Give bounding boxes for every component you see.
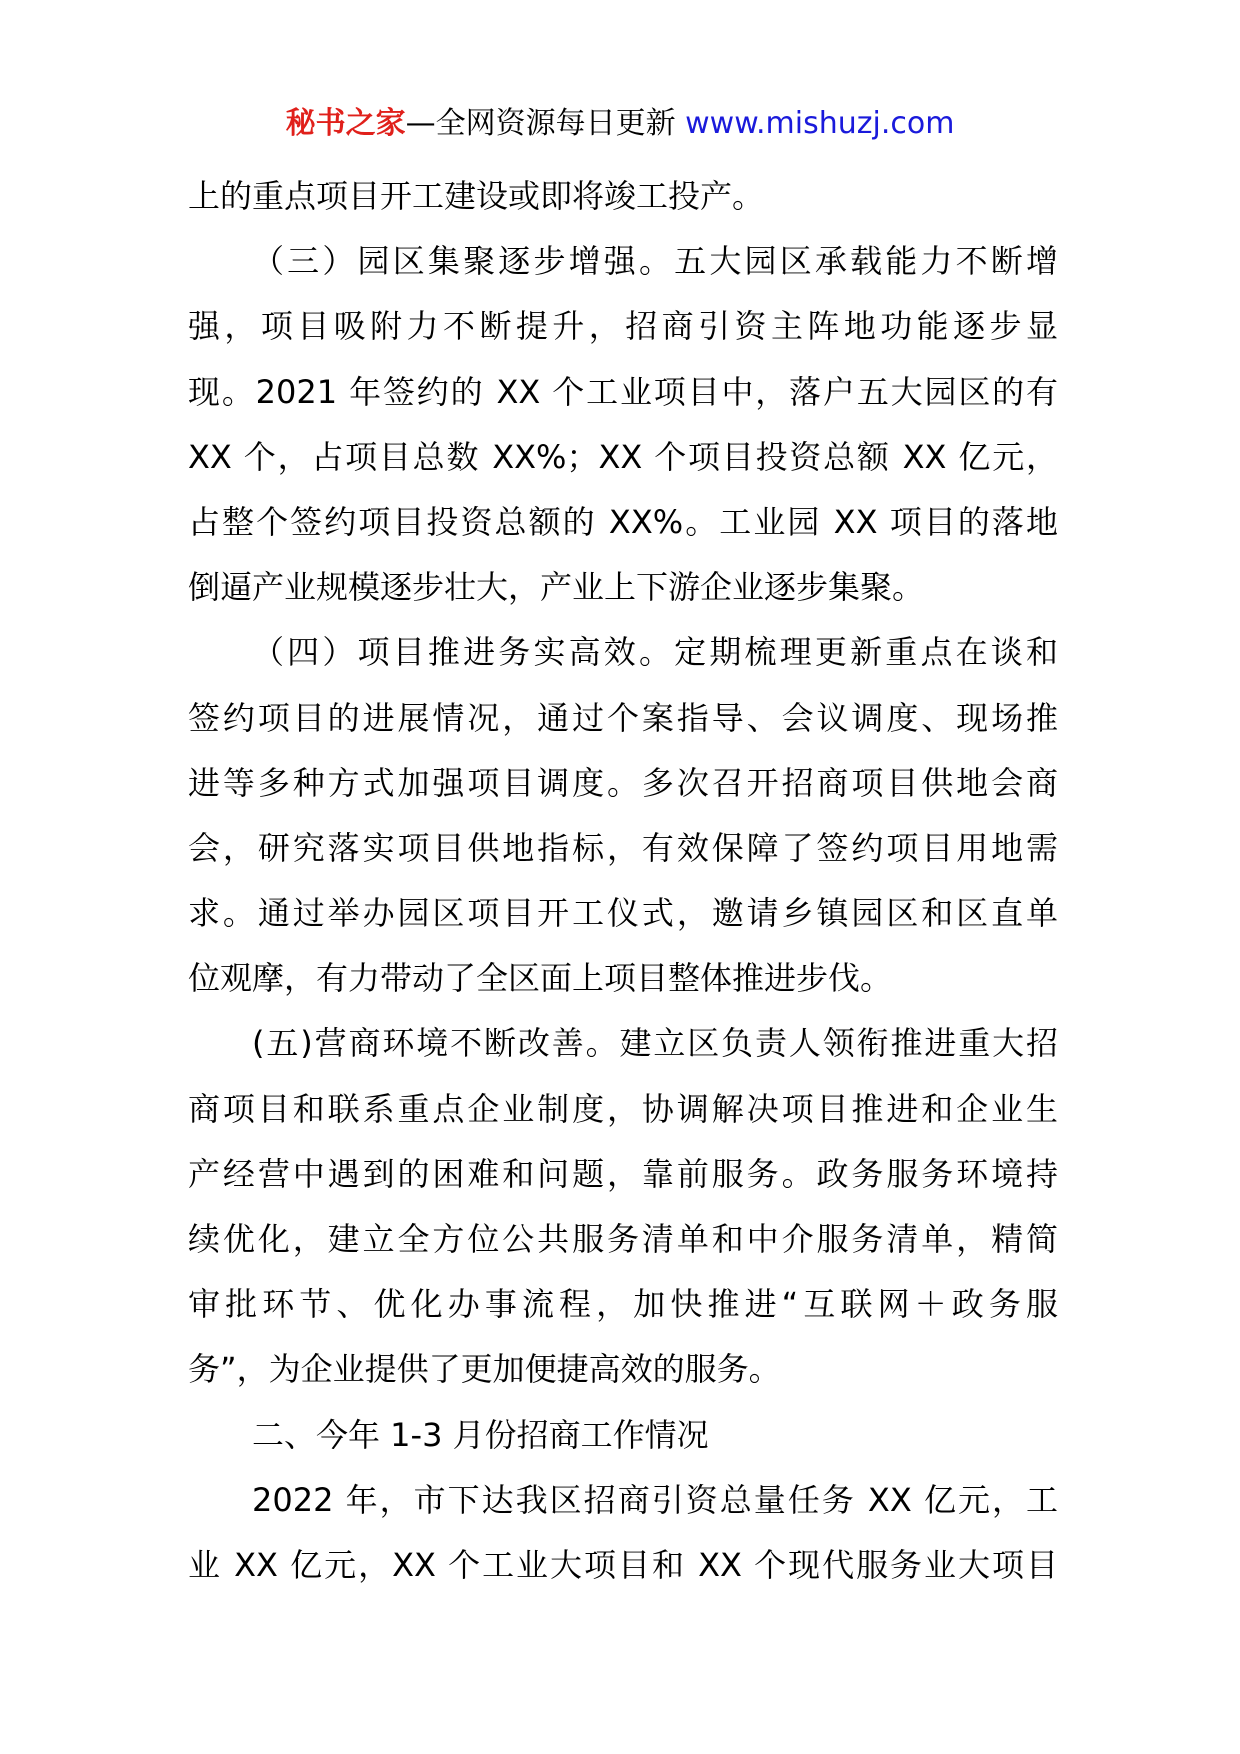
site-url[interactable]: www.mishuzj.com — [685, 106, 955, 141]
text-line: 强，项目吸附力不断提升，招商引资主阵地功能逐步显 — [188, 307, 1058, 346]
text-line: 占整个签约项目投资总额的 XX%。工业园 XX 项目的落地 — [188, 502, 1058, 541]
text-line: 务”，为企业提供了更加便捷高效的服务。 — [188, 1350, 781, 1389]
document-body — [188, 164, 1058, 1598]
text-line: 二、今年 1-3 月份招商工作情况 — [252, 1415, 709, 1454]
text-line: 求。通过举办园区项目开工仪式，邀请乡镇园区和区直单 — [188, 894, 1058, 933]
text-line: 业 XX 亿元，XX 个工业大项目和 XX 个现代服务业大项目 — [188, 1545, 1058, 1584]
text-line: 上的重点项目开工建设或即将竣工投产。 — [188, 177, 765, 215]
text-line: （四）项目推进务实高效。定期梳理更新重点在谈和 — [252, 633, 1058, 672]
brand-name: 秘书之家 — [285, 106, 406, 141]
text-line: 2022 年，市下达我区招商引资总量任务 XX 亿元，工 — [252, 1480, 1058, 1519]
text-line: 续优化，建立全方位公共服务清单和中介服务清单，精简 — [188, 1220, 1058, 1258]
text-line: 进等多种方式加强项目调度。多次召开招商项目供地会商 — [188, 763, 1058, 802]
text-line: 审批环节、优化办事流程，加快推进“互联网＋政务服 — [188, 1285, 1058, 1324]
text-line: 现。2021 年签约的 XX 个工业项目中，落户五大园区的有 — [188, 372, 1058, 411]
text-line: XX 个，占项目总数 XX%；XX 个项目投资总额 XX 亿元， — [188, 437, 1058, 476]
header-tagline: —全网资源每日更新 — [405, 106, 686, 141]
text-line: (五)营商环境不断改善。建立区负责人领衔推进重大招 — [252, 1024, 1058, 1063]
text-line: （三）园区集聚逐步增强。五大园区承载能力不断增 — [252, 242, 1058, 281]
text-line: 产经营中遇到的困难和问题，靠前服务。政务服务环境持 — [188, 1154, 1058, 1193]
text-line: 倒逼产业规模逐步壮大，产业上下游企业逐步集聚。 — [188, 568, 925, 607]
site-header — [0, 104, 1240, 144]
text-line: 位观摩，有力带动了全区面上项目整体推进步伐。 — [188, 959, 893, 998]
text-line: 会，研究落实项目供地指标，有效保障了签约项目用地需 — [188, 828, 1058, 867]
text-line: 商项目和联系重点企业制度，协调解决项目推进和企业生 — [188, 1089, 1058, 1128]
text-line: 签约项目的进展情况，通过个案指导、会议调度、现场推 — [188, 698, 1058, 737]
